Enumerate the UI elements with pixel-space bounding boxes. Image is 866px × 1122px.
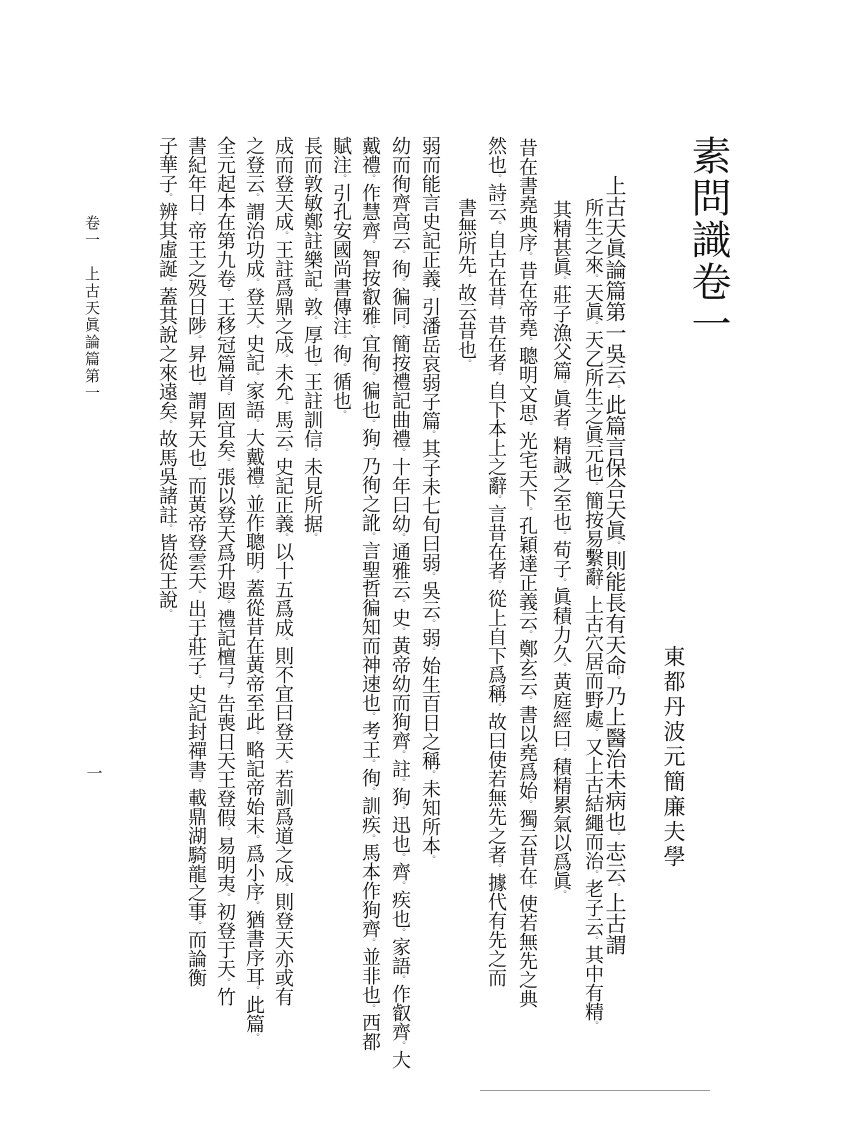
commentary-text: 成。王註爲鼎之成。未允。馬云。史記正義。以十五爲成。則不宜曰登天。若訓爲道之成。則登天亦或有 bbox=[272, 212, 294, 1006]
author-place: 東都 bbox=[660, 645, 685, 695]
entry-headword: 昔在 bbox=[516, 138, 538, 176]
commentary-text: 所生之來。天眞。天乙所生之眞元也。簡按易繫辭。上古穴居而野處。又上古結繩而治。老子云。其中有精。 bbox=[582, 198, 604, 1030]
page-number: 一 bbox=[84, 765, 103, 781]
text-column bbox=[485, 136, 507, 987]
commentary-text: 子華子。辨其虛誕。蓋其說之來遠矣。故馬吳諸註。皆從王說。 bbox=[156, 136, 178, 618]
text-column bbox=[582, 198, 604, 1030]
text-column bbox=[550, 200, 572, 899]
author-line bbox=[652, 645, 692, 870]
book-title: 素問識卷一 bbox=[685, 135, 731, 345]
commentary-text: 鄭註樂記。敦。厚也。王註訓信。未見所据。 bbox=[301, 212, 323, 542]
text-column bbox=[185, 136, 207, 987]
text-column bbox=[455, 198, 477, 368]
scan-artifact-line bbox=[480, 1090, 710, 1091]
entry-headword: 長而敦敏 bbox=[301, 136, 323, 212]
entry-column bbox=[272, 136, 294, 1006]
text-column bbox=[243, 136, 265, 1042]
commentary-text: 史記正義。引潘岳哀弱子篇。其子未七旬曰弱。吳云。弱。始生百日之稱。未知所本。 bbox=[419, 212, 441, 864]
author-name: 丹波元簡廉夫學 bbox=[660, 695, 685, 870]
entry-headword: 幼而徇齊 bbox=[389, 136, 411, 212]
commentary-text: 書無所先。故云昔也。 bbox=[455, 198, 477, 368]
entry-column bbox=[389, 136, 411, 1069]
chapter-column bbox=[603, 175, 636, 955]
commentary-text: 戴禮。作慧齊。智按叡雅。宜徇。徧也。狥。乃徇之訛。言聖哲徧知而神速也。考王。徇。訓疾。馬本作狥齊。並非也。西都 bbox=[359, 136, 381, 1051]
entry-column bbox=[419, 136, 441, 864]
text-column bbox=[214, 136, 236, 1006]
commentary-text: 然也。詩云。自古在昔。昔在者。自下本上之辭。言昔在者。從上自下爲稱。故曰使若無先之者。據代有先之而 bbox=[485, 136, 507, 987]
entry-headword: 弱而能言 bbox=[419, 136, 441, 212]
commentary-text: 其精甚眞。莊子漁父篇。眞者。精誠之至也。荀子。眞積力久。黃庭經曰。積精累氣以爲眞。 bbox=[550, 200, 572, 899]
entry-column bbox=[516, 138, 538, 1008]
chapter-title: 上古天眞論篇第一 bbox=[603, 175, 627, 343]
text-column bbox=[359, 136, 381, 1051]
entry-headword: 成而登天 bbox=[272, 136, 294, 212]
entry-column bbox=[301, 136, 323, 542]
commentary-text: 書紀年日。帝王之殁日陟。昇也。謂昇天也。而黃帝登雲天。出于莊子。史記封禪書。載鼎湖騎龍之事。而論衡 bbox=[185, 136, 207, 987]
text-column bbox=[156, 136, 178, 618]
commentary-text: 高云。徇。徧同。簡按禮記曲禮。十年曰幼。通雅云。史。黃帝幼而狥齊。註。狥。迅也。齊。疾也。家語。作叡齊。大 bbox=[389, 212, 411, 1069]
commentary-text: 之登云。謂治功成。登天。史記。家語。大戴禮。並作聰明。蓋從昔在黃帝至此。略記帝始末。爲小序。猶書序耳。此篇。 bbox=[243, 136, 265, 1042]
text-column bbox=[330, 136, 352, 419]
running-footer: 卷一 上古天眞論篇第一 bbox=[83, 215, 101, 402]
commentary-text: 書堯典序。昔在帝堯。聰明文思。光宅天下。孔穎達正義云。鄭玄云。書以堯爲始。獨云昔在。使若無先之典 bbox=[516, 176, 538, 1008]
commentary-text: 賦注。引孔安國尚書傳注。徇。循也。 bbox=[330, 136, 352, 419]
commentary-text: 吳云。此篇言保合天眞。則能長有天命。乃上醫治未病也。志云。上古謂 bbox=[603, 343, 627, 955]
commentary-text: 全元起本在第九卷。王移冠篇首。固宜矣。張以登天爲升遐。禮記檀弓。告喪日天王登假。易明夷。初登于天。竹 bbox=[214, 136, 236, 1006]
